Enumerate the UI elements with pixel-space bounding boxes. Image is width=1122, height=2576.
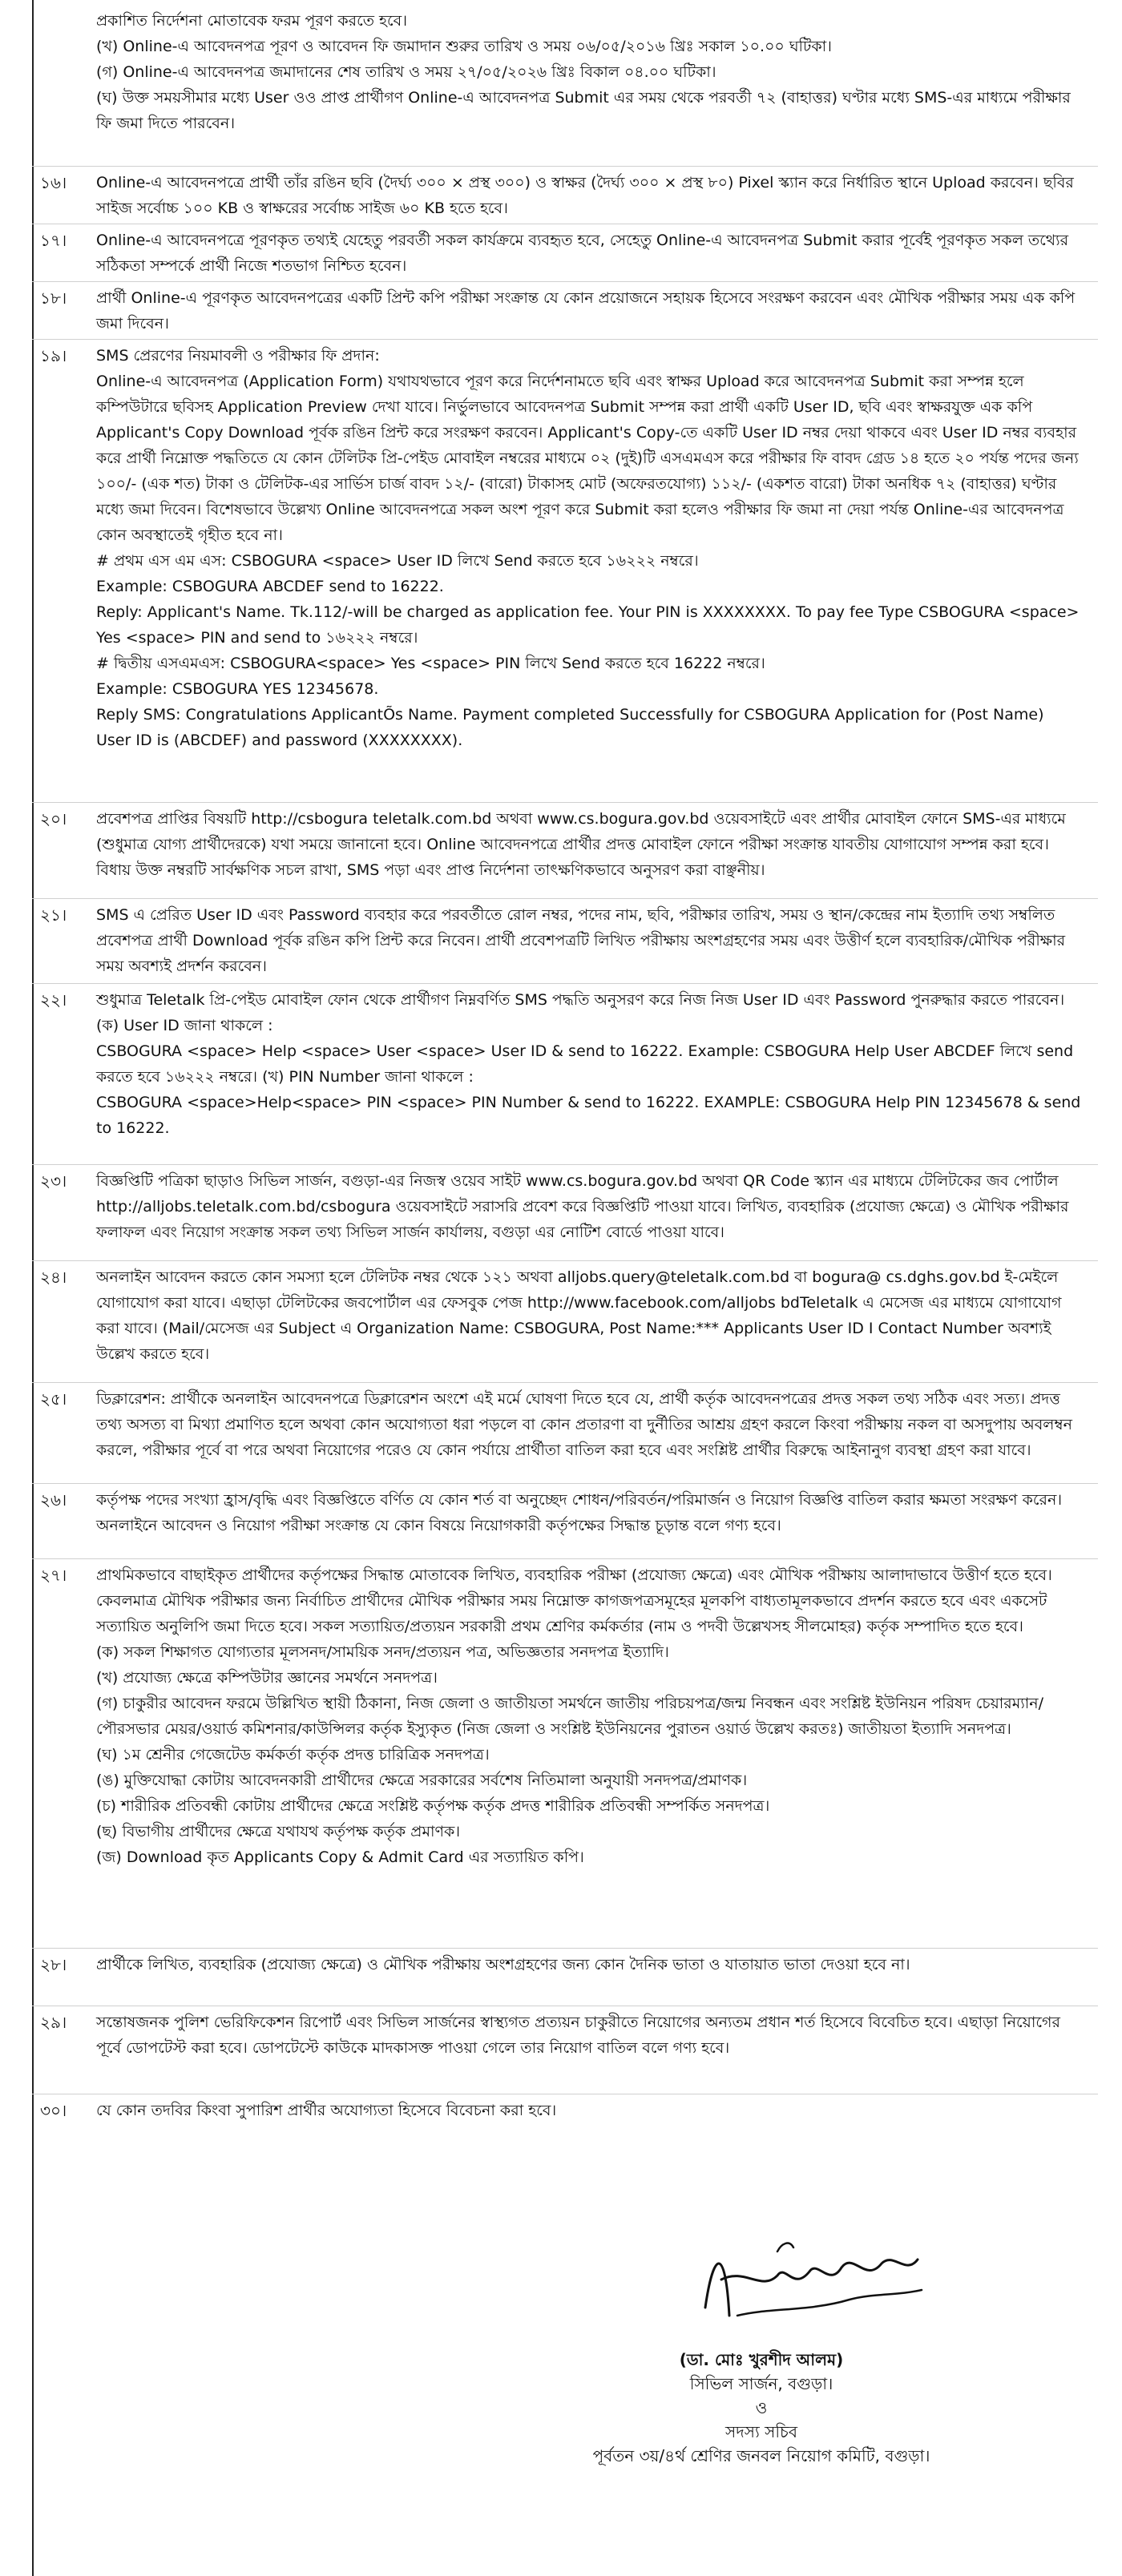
clause-number: ১৬। [40,173,67,192]
clause-body [96,987,1082,1141]
left-margin-rule [32,0,34,2576]
clause-24 [32,1260,1098,1363]
clause-subheading: (ক) User ID জানা থাকলে : [96,1017,273,1034]
document-list-item: (গ) চাকুরীর আবেদন ফরমে উল্লিখিত স্থায়ী ঠিকানা, নিজ জেলা ও জাতীয়তা সমর্থনে জাতীয় পরিচয়পত্র/জন্ম নিবন্ধন এবং সংশ্লিষ্ট ইউনিয়ন পরিষদ চেয়ারম্যান/পৌরসভার মেয়র/ওয়ার্ড কমিশনার/কাউন্সিলর কর্তৃক ইস্যুকৃত (নিজ জেলা ও সংশ্লিষ্ট ইউনিয়নের পুরাতন ওয়ার্ড উল্লেখ করতঃ) জাতীয়তা ইত্যাদি সনদপত্র। [96,1695,1044,1738]
sms-example: Example: CSBOGURA YES 12345678. [96,680,379,698]
signatory-committee: পূর্বতন ৩য়/৪র্থ শ্রেণির জনবল নিয়োগ কমিটি, বগুড়া। [592,2446,930,2465]
signatory-name: (ডা. মোঃ খুরশীদ আলম) [679,2350,844,2369]
continuation-paragraph: (গ) Online-এ আবেদনপত্র জমাদানের শেষ তারিখ ও সময় ২৭/০৫/২০২৬ খ্রিঃ বিকাল ০৪.০০ ঘটিকা। [96,63,716,81]
clause-number: ১৯। [40,346,67,365]
clause-paragraph: ডিক্লারেশন: প্রার্থীকে অনলাইন আবেদনপত্রে ডিক্লারেশন অংশে এই মর্মে ঘোষণা দিতে হবে যে, প্রার্থী কর্তৃক আবেদনপত্রের প্রদত্ত সকল তথ্য সঠিক এবং সত্য। প্রদত্ত তথ্য অসত্য বা মিথ্যা প্রমাণিত হলে অথবা কোন অযোগ্যতা ধরা পড়লে বা কোন প্রতারণা বা দুর্নীতির আশ্রয় গ্রহণ করলে কিংবা পরীক্ষায় নকল বা অসদুপায় অবলম্বন করলে, পরীক্ষার পূর্বে বা পরে অথবা নিয়োগের পরেও যে কোন পর্যায়ে প্রার্থীতা বাতিল করা হবে এবং সংশ্লিষ্ট প্রার্থীর বিরুদ্ধে আইনানুগ ব্যবস্থা গ্রহণ করা যাবে। [96,1390,1072,1459]
clause-16 [32,166,1098,217]
clause-paragraph: CSBOGURA <space>Help<space> PIN <space> PIN Number & send to 16222. EXAMPLE: CSBOGURA Help PIN 12345678 & send to 16222. [96,1094,1081,1137]
document-list-item: (খ) প্রযোজ্য ক্ষেত্রে কম্পিউটার জ্ঞানের সমর্থনে সনদপত্র। [96,1669,438,1687]
continuation-paragraph: প্রকাশিত নির্দেশনা মোতাবেক ফরম পূরণ করতে হবে। [96,12,408,30]
clause-19 [32,339,1098,749]
clause-number: ২৫। [40,1389,67,1409]
clause-paragraph: Online-এ আবেদনপত্রে পূরণকৃত তথ্যই যেহেতু পরবর্তী সকল কার্যক্রমে ব্যবহৃত হবে, সেহেতু Online-এ আবেদনপত্র Submit করার পূর্বেই পূরণকৃত সকল তথ্যের সঠিকতা সম্পর্কে প্রার্থী নিজে শতভাগ নিশ্চিত হবেন। [96,232,1069,275]
clause-23 [32,1164,1098,1241]
clause-28 [32,1948,1098,1974]
clause-number: ২৯। [40,2013,67,2032]
clause-25 [32,1382,1098,1459]
clause-paragraph: শুধুমাত্র Teletalk প্রি-পেইড মোবাইল ফোন থেকে প্রার্থীগণ নিম্নবর্ণিত SMS পদ্ধতি অনুসরণ করে নিজ নিজ User ID এবং Password পুনরুদ্ধার করতে পারবেন। [96,991,1065,1009]
clause-body [96,1168,1082,1245]
clause-paragraph: বিজ্ঞপ্তিটি পত্রিকা ছাড়াও সিভিল সার্জন, বগুড়া-এর নিজস্ব ওয়েব সাইট www.cs.bogura.gov.bd অথবা QR Code স্ক্যান এর মাধ্যমে টেলিটকের জব পোর্টাল http://alljobs.teletalk.com.bd/csbogura ওয়েবসাইটে সরাসরি প্রবেশ করে বিজ্ঞপ্তিটি পাওয়া যাবে। লিখিত, ব্যবহারিক (প্রযোজ্য ক্ষেত্রে) ও মৌখিক পরীক্ষার ফলাফল এবং নিয়োগ সংক্রান্ত সকল তথ্য সিভিল সার্জন কার্যালয়, বগুড়া এর নোটিশ বোর্ডে পাওয়া যাবে। [96,1172,1069,1241]
clause-22 [32,983,1098,1137]
sms-instruction: # দ্বিতীয় এসএমএস: CSBOGURA<space> Yes <space> PIN লিখে Send করতে হবে 16222 নম্বরে। [96,655,765,672]
document-list-item: (ছ) বিভাগীয় প্রার্থীদের ক্ষেত্রে যথাযথ কর্তৃপক্ষ কর্তৃক প্রমাণক। [96,1823,461,1840]
clause-body [96,1487,1082,1538]
clause-body [96,2010,1082,2061]
signatory-designation: সিভিল সার্জন, বগুড়া। [689,2374,833,2393]
handwritten-signature [689,2219,930,2340]
document-list-item: (জ) Download কৃত Applicants Copy & Admit Card এর সত্যায়িত কপি। [96,1848,584,1866]
clause-number: ২০। [40,809,67,828]
clause-21 [32,898,1098,975]
clause-paragraph: প্রবেশপত্র প্রাপ্তির বিষয়টি http://csbogura teletalk.com.bd অথবা www.cs.bogura.gov.bd ওয়েবসাইটে এবং প্রার্থীর মোবাইল ফোনে SMS-এর মাধ্যমে (শুধুমাত্র যোগ্য প্রার্থীদেরকে) যথা সময়ে জানানো হবে। Online আবেদনপত্রে প্রার্থীর প্রদত্ত মোবাইল ফোনে পরীক্ষা সংক্রান্ত যাবতীয় যোগাযোগ সম্পন্ন করা হবে। বিধায় উক্ত নম্বরটি সার্বক্ষণিক সচল রাখা, SMS পড়া এবং প্রাপ্ত নির্দেশনা তাৎক্ষণিকভাবে অনুসরণ করা বাঞ্ছনীয়। [96,810,1066,879]
clause-body [96,1562,1082,1870]
clause-paragraph: SMS এ প্রেরিত User ID এবং Password ব্যবহার করে পরবর্তীতে রোল নম্বর, পদের নাম, ছবি, পরীক্ষার তারিখ, সময় ও স্থান/কেন্দ্রের নাম ইত্যাদি তথ্য সম্বলিত প্রবেশপত্র প্রার্থী Download পূর্বক রঙিন কপি প্রিন্ট করে নিবেন। প্রার্থী প্রবেশপত্রটি লিখিত পরীক্ষায় অংশগ্রহণের সময় এবং উত্তীর্ণ হলে ব্যবহারিক/মৌখিক পরীক্ষার সময় অবশ্যই প্রদর্শন করবেন। [96,906,1066,975]
clause-paragraph: CSBOGURA <space> Help <space> User <space> User ID & send to 16222. Example: CSBOGURA Help User ABCDEF লিখে send করতে হবে ১৬২২২ নম্বরে। (খ) PIN Number জানা থাকলে : [96,1042,1074,1086]
document-list-item: (ঘ) ১ম শ্রেনীর গেজেটেড কর্মকর্তা কর্তৃক প্রদত্ত চারিত্রিক সনদপত্র। [96,1746,490,1764]
clause-18 [32,281,1098,333]
clause-body [96,1264,1082,1367]
clause-number: ২৬। [40,1490,67,1510]
clause-paragraph: Online-এ আবেদনপত্র (Application Form) যথাযথভাবে পূরণ করে নির্দেশনামতে ছবি এবং স্বাক্ষর Upload করে আবেদনপত্র Submit করা সম্পন্ন হলে কম্পিউটারে ছবিসহ Application Preview দেখা যাবে। নির্ভুলভাবে আবেদনপত্র Submit সম্পন্ন করা প্রার্থী একটি User ID, ছবি এবং স্বাক্ষরযুক্ত এক কপি Applicant's Copy Download পূর্বক রঙিন প্রিন্ট করে সংরক্ষণ করবেন। Applicant's Copy-তে একটি User ID নম্বর দেয়া থাকবে এবং User ID নম্বর ব্যবহার করে প্রার্থী নিম্নোক্ত পদ্ধতিতে যে কোন টেলিটক প্রি-পেইড মোবাইল নম্বরের মাধ্যমে ০২ (দুই)টি এসএমএস করে পরীক্ষার ফি বাবদ গ্রেড ১৪ হতে ২০ পর্যন্ত পদের জন্য ১০০/- (এক শত) টাকা ও টেলিটক-এর সার্ভিস চার্জ বাবদ ১২/- (বারো) টাকাসহ মোট (অফেরতযোগ্য) ১১২/- (একশত বারো) টাকা অনধিক ৭২ (বাহাত্তর) ঘণ্টার মধ্যে জমা দিবেন। বিশেষভাবে উল্লেখ্য Online আবেদনপত্রে সকল অংশ পূরণ করে Submit করা হলেও পরীক্ষার ফি জমা না দেয়া পর্যন্ত Online-এর আবেদনপত্র কোন অবস্থাতেই গৃহীত হবে না। [96,373,1079,544]
clause-body [96,806,1082,883]
clause-20 [32,802,1098,879]
clause-paragraph: অনলাইন আবেদন করতে কোন সমস্যা হলে টেলিটক নম্বর থেকে ১২১ অথবা alljobs.query@teletalk.com.bd বা bogura@ cs.dghs.gov.bd ই-মেইলে যোগাযোগ করা যাবে। এছাড়া টেলিটকের জবপোর্টাল এর ফেসবুক পেজ http://www.facebook.com/alljobs bdTeletalk এ মেসেজ এর মাধ্যমে যোগাযোগ করা যাবে। (Mail/মেসেজ এর Subject এ Organization Name: CSBOGURA, Post Name:*** Applicants User ID I Contact Number অবশ্যই উল্লেখ করতে হবে। [96,1268,1062,1363]
clause-paragraph: প্রাথমিকভাবে বাছাইকৃত প্রার্থীদের কর্তৃপক্ষের সিদ্ধান্ত মোতাবেক লিখিত, ব্যবহারিক পরীক্ষা (প্রযোজ্য ক্ষেত্রে) এবং মৌখিক পরীক্ষায় আলাদাভাবে উত্তীর্ণ হতে হবে। কেবলমাত্র মৌখিক পরীক্ষার জন্য নির্বাচিত প্রার্থীদের মৌখিক পরীক্ষার সময় নিম্নোক্ত কাগজপত্রসমূহের মূলকপি বাধ্যতামূলকভাবে প্রদর্শন করতে হবে এবং একসেট সত্যায়িত অনুলিপি জমা দিতে হবে। সকল সত্যায়িত/প্রত্যয়ন সরকারী প্রথম শ্রেণির কর্মকর্তার (নাম ও পদবী উল্লেখসহ সীলমোহর) কর্তৃক সম্পাদিত হতে হবে। [96,1566,1052,1635]
signatory-role: সদস্য সচিব [725,2422,797,2441]
clause-paragraph: যে কোন তদবির কিংবা সুপারিশ প্রার্থীর অযোগ্যতা হিসেবে বিবেচনা করা হবে। [96,2102,557,2119]
clause-number: ২৩। [40,1171,67,1191]
signatory-conjunction: ও [755,2398,768,2417]
clause-number: ২১। [40,905,67,925]
clause-body [96,1386,1082,1463]
continuation-paragraph: (ঘ) উক্ত সময়সীমার মধ্যে User ওও প্রাপ্ত প্রার্থীগণ Online-এ আবেদনপত্র Submit এর সময় থেকে পরবর্তী ৭২ (বাহাত্তর) ঘণ্টার মধ্যে SMS-এর মাধ্যমে পরীক্ষার ফি জমা দিতে পারবেন। [96,89,1071,132]
clause-paragraph: কর্তৃপক্ষ পদের সংখ্যা হ্রাস/বৃদ্ধি এবং বিজ্ঞপ্তিতে বর্ণিত যে কোন শর্ত বা অনুচ্ছেদ শোধন/পরিবর্তন/পরিমার্জন ও নিয়োগ বিজ্ঞপ্তি বাতিল করার ক্ষমতা সংরক্ষণ করেন। অনলাইনে আবেদন ও নিয়োগ পরীক্ষা সংক্রান্ত যে কোন বিষয়ে নিয়োগকারী কর্তৃপক্ষের সিদ্ধান্ত চূড়ান্ত বলে গণ্য হবে। [96,1491,1063,1534]
clause-number: ১৭। [40,231,67,250]
clause-body [96,902,1082,979]
document-list-item: (চ) শারীরিক প্রতিবন্ধী কোটায় প্রার্থীদের ক্ষেত্রে সংশ্লিষ্ট কর্তৃপক্ষ কর্তৃক প্রদত্ত শারীরিক প্রতিবন্ধী সম্পর্কিত সনদপত্র। [96,1797,770,1815]
signature-block [521,2219,1002,2556]
clause-number: ১৮। [40,288,67,308]
clause-paragraph: প্রার্থী Online-এ পূরণকৃত আবেদনপত্রের একটি প্রিন্ট কপি পরীক্ষা সংক্রান্ত যে কোন প্রয়োজনে সহায়ক হিসেবে সংরক্ষণ করবেন এবং মৌখিক পরীক্ষার সময় এক কপি জমা দিবেন। [96,289,1076,333]
clause-body [96,170,1082,221]
document-list-item: (ঙ) মুক্তিযোদ্ধা কোটায় আবেদনকারী প্রার্থীদের ক্ষেত্রে সরকারের সর্বশেষ নিতিমালা অনুযায়ী সনদপত্র/প্রমাণক। [96,1772,748,1789]
clause-number: ৩০। [40,2101,67,2120]
clause-number: ২৭। [40,1566,67,1585]
sms-heading: SMS প্রেরণের নিয়মাবলী ও পরীক্ষার ফি প্রদান: [96,347,380,365]
clause-body [96,2098,1082,2123]
sms-reply: Reply SMS: Congratulations ApplicantÕs Name. Payment completed Successfully for CSBOGURA Application for (Post Name) User ID is (ABCDEF) and password (XXXXXXXX). [96,706,1044,749]
clause-number: ২৪। [40,1268,67,1287]
clause-number: ২২। [40,990,67,1010]
continuation-body [96,8,1082,136]
clause-paragraph: Online-এ আবেদনপত্রে প্রার্থী তাঁর রঙিন ছবি (দৈর্ঘ্য ৩০০ × প্রস্থ ৩০০) ও স্বাক্ষর (দৈর্ঘ্য ৩০০ × প্রস্থ ৮০) Pixel স্ক্যান করে নির্ধারিত স্থানে Upload করবেন। ছবির সাইজ সর্বোচ্চ ১০০ KB ও স্বাক্ষরের সর্বোচ্চ সাইজ ৬০ KB হতে হবে। [96,174,1074,217]
clause-body [96,228,1082,279]
continuation-paragraph: (খ) Online-এ আবেদনপত্র পূরণ ও আবেদন ফি জমাদান শুরুর তারিখ ও সময় ০৬/০৫/২০১৬ খ্রিঃ সকাল ১০.০০ ঘটিকা। [96,38,832,55]
sms-reply: Reply: Applicant's Name. Tk.112/-will be charged as application fee. Your PIN is XXXXXXXX. To pay fee Type CSBOGURA <space> Yes <space> PIN and send to ১৬২২২ নম্বরে। [96,603,1080,647]
clause-body [96,1952,1082,1977]
clause-paragraph: প্রার্থীকে লিখিত, ব্যবহারিক (প্রযোজ্য ক্ষেত্রে) ও মৌখিক পরীক্ষায় অংশগ্রহণের জন্য কোন দৈনিক ভাতা ও যাতায়াত ভাতা দেওয়া হবে না। [96,1956,910,1973]
sms-instruction: # প্রথম এস এম এস: CSBOGURA <space> User ID লিখে Send করতে হবে ১৬২২২ নম্বরে। [96,552,699,570]
clause-body [96,285,1082,337]
clause-number: ২৮। [40,1955,67,1974]
clause-27 [32,1558,1098,1866]
clause-26 [32,1483,1098,1534]
sms-example: Example: CSBOGURA ABCDEF send to 16222. [96,578,444,595]
document-list-item: (ক) সকল শিক্ষাগত যোগ্যতার মূলসনদ/সাময়িক সনদ/প্রত্যয়ন পত্র, অভিজ্ঞতার সনদপত্র ইত্যাদি। [96,1643,669,1661]
clause-paragraph: সন্তোষজনক পুলিশ ভেরিফিকেশন রিপোর্ট এবং সিভিল সার্জনের স্বাস্থ্যগত প্রত্যয়ন চাকুরীতে নিয়োগের অন্যতম প্রধান শর্ত হিসেবে বিবেচিত হবে। এছাড়া নিয়োগের পূর্বে ডোপটেস্ট করা হবে। ডোপটেস্টে কাউকে মাদকাসক্ত পাওয়া গেলে তার নিয়োগ বাতিল বলে গণ্য হবে। [96,2014,1060,2057]
clause-body [96,343,1082,753]
